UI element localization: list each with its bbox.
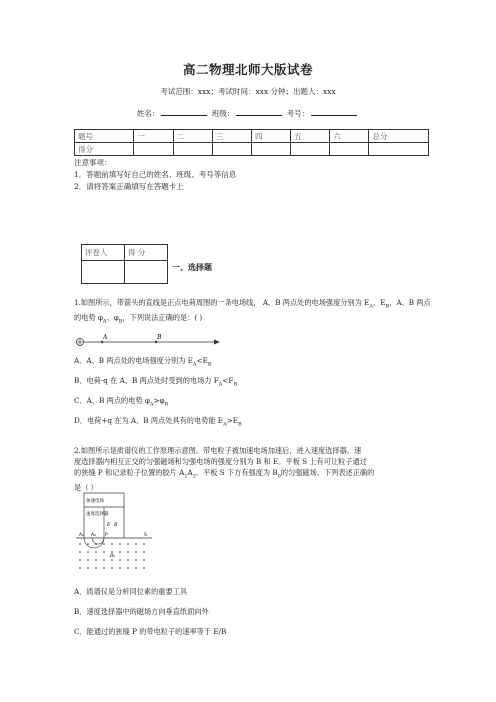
note-item: 2．请将答案正确填写在答题卡上 <box>74 182 184 191</box>
q1-option-c[interactable]: C．A、B 两点的电势 $\varphi_A>\varphi_B$ <box>74 396 169 408</box>
notes-block <box>74 157 236 193</box>
number-blank[interactable] <box>311 107 357 116</box>
score-input-cell <box>125 261 168 284</box>
q1-option-a[interactable]: A．A、B 两点处的电场强度分别为 $E_A<E_B$ <box>74 356 212 368</box>
q1-field-line-figure <box>74 332 224 348</box>
score-cell <box>134 143 173 156</box>
grader-table <box>81 244 168 284</box>
q1-stem-part: ，A、B 两点的电势 φ <box>74 298 431 323</box>
sub-a: A <box>369 303 373 310</box>
point-b <box>155 341 157 343</box>
q2-option-b[interactable]: B．速度选择器中的磁场方向垂直纸面向外 <box>74 607 209 616</box>
point-b-label: B <box>157 334 162 341</box>
q1-stem-part: 、E <box>373 298 386 307</box>
question-1-stem <box>74 297 434 328</box>
point-a <box>101 341 103 343</box>
score-table <box>74 129 429 156</box>
score-header-cell: 四 <box>251 130 290 143</box>
score-cell <box>251 143 290 156</box>
accel-label: 加速电场 <box>86 499 104 504</box>
name-blank[interactable] <box>161 107 207 116</box>
score-header-cell: 题号 <box>75 130 134 143</box>
field-line-arrowhead <box>214 340 220 345</box>
q2-option-a[interactable]: A．质谱仪是分析同位素的重要工具 <box>74 587 188 596</box>
score-header-cell: 六 <box>330 130 369 143</box>
score-header-cell: 三 <box>212 130 251 143</box>
class-label: 班级： <box>211 109 235 118</box>
score-table-row <box>75 143 429 156</box>
particle-arc <box>92 538 104 544</box>
score-header-cell: 一 <box>134 130 173 143</box>
q1-option-d[interactable]: D．电荷+q 在为 A、B 两点处具有的电势能 $E_A>E_B$ <box>74 416 242 428</box>
slit-p-label: P <box>105 533 108 538</box>
selector-e-label: E <box>107 523 111 528</box>
film-a1-label: A₁ <box>79 533 84 538</box>
sub-b: B <box>385 303 390 310</box>
q2-line: 度选择器内相互正交的匀强磁场和匀强电场的强度分别为 B 和 E。平板 S 上有可让粒子通过 <box>74 457 367 466</box>
reviewer-label: 评卷人 <box>82 245 125 261</box>
score-header-cell: 总分 <box>369 130 429 143</box>
q1-stem-part: 、φ <box>106 313 119 323</box>
name-label: 姓名： <box>136 109 160 118</box>
score-cell <box>173 143 212 156</box>
score-cell <box>369 143 429 156</box>
selector-label: 速度选择器 <box>86 512 109 517</box>
mass-spectrometer-figure <box>74 492 154 572</box>
student-info-line <box>0 107 496 119</box>
notes-heading: 注意事项： <box>74 158 112 167</box>
class-blank[interactable] <box>236 107 282 116</box>
reviewer-cell <box>82 261 125 284</box>
score-label: 得 分 <box>125 245 168 261</box>
score-header-cell: 五 <box>291 130 330 143</box>
q2-line: 2.如图所示是质谱仪的工作原理示意图。带电粒子被加速电场加速后，进入速度选择器。速 <box>74 446 362 455</box>
q2-option-c[interactable]: C．能通过的狭缝 P 的带电粒子的速率等于 E/B <box>74 627 227 636</box>
q1-option-b[interactable]: B．电荷-q 在 A、B 两点处时受到的电场力 $F_A<F_B$ <box>74 376 238 388</box>
question-2-stem <box>74 445 434 493</box>
exam-title: 高二物理北师大版试卷 <box>182 62 313 77</box>
sub-b: B <box>118 318 123 325</box>
score-cell <box>212 143 251 156</box>
point-a-label: A <box>103 334 108 341</box>
q2-line: 是（ ） <box>74 483 98 493</box>
q1-stem-part: ，下列说法正确的是：( ) <box>122 313 203 323</box>
score-cell <box>291 143 330 156</box>
note-item: 1．答题前填写好自己的姓名、班级、考号等信息 <box>74 170 237 179</box>
sub-a: A <box>102 318 107 325</box>
section-title: 一、选择题 <box>172 263 212 272</box>
selector-b-label: B <box>114 523 118 528</box>
q2-line: 的狭缝 P 和记录粒子位置的胶片 $A_1A_2$。平板 S 下方有强度为 $B_0$的匀强磁场。下列表述正确的 <box>74 468 375 480</box>
score-row-label: 得分 <box>75 143 134 156</box>
number-label: 考号： <box>286 109 310 118</box>
score-cell <box>330 143 369 156</box>
film-a2-label: A₂ <box>91 533 96 538</box>
b0-label: B₀ <box>110 554 116 559</box>
score-table-header-row <box>75 130 429 143</box>
score-header-cell: 二 <box>173 130 212 143</box>
exam-info: 考试范围：xxx；考试时间：xxx 分钟；出题人：xxx <box>160 87 336 96</box>
plate-s-label: S <box>144 533 147 538</box>
q1-stem-part: 1.如图所示，带箭头的直线是正点电荷周围的一条电场线， A、B 两点处的电场强度分别为 E <box>74 298 370 307</box>
